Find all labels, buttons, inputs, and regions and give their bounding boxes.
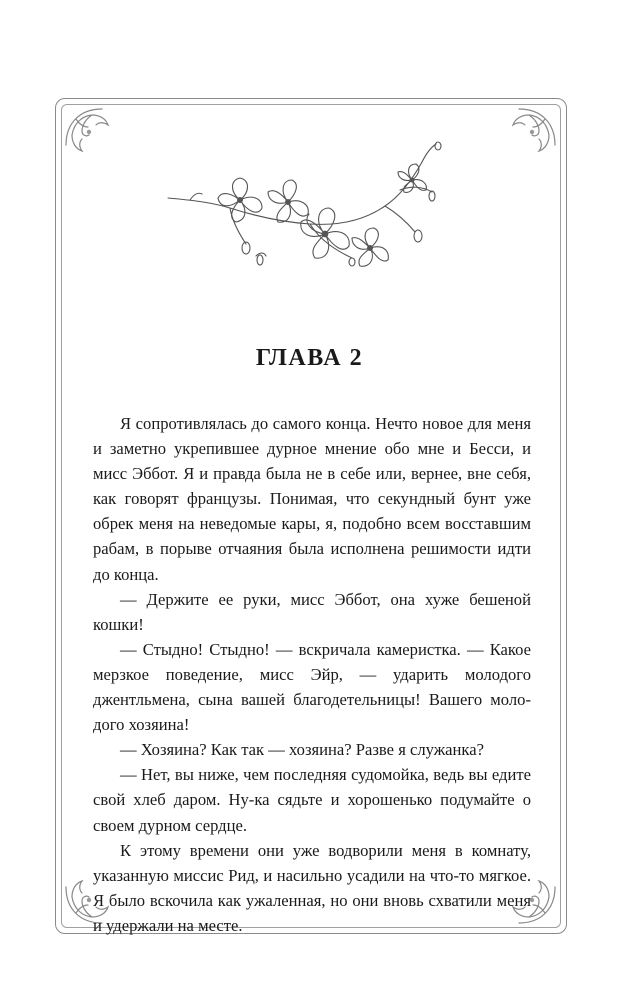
- paragraph: К этому времени они уже водворили меня в комнату, указанную миссис Рид, и насильно усадили на что-то мягкое. Я было вскочила как ужаленная, но они вновь схватили меня и удержали на месте.: [93, 840, 531, 935]
- paragraph: — Нет, вы ниже, чем последняя судомойка, ведь вы едите свой хлеб даром. Ну-ка сядьте и хорошенько подумайте о своем дурном сердце.: [93, 765, 531, 835]
- chapter-body: [93, 411, 531, 938]
- paragraph: — Стыдно! Стыдно! — вскричала камеристка. — Какое мерзкое поведение, мисс Эйр, — ударить молодого джентльмена, сына вашей благодетельницы! Вашего молодого хозяина!: [93, 639, 531, 735]
- cherry-blossom-branch-icon: [160, 140, 450, 300]
- paragraph: — Держите ее руки, мисс Эббот, она хуже бешеной кошки!: [93, 589, 531, 634]
- chapter-title: ГЛАВА 2: [255, 345, 364, 371]
- corner-ornament-icon: [62, 105, 122, 165]
- corner-ornament-icon: [499, 105, 559, 165]
- paragraph: — Хозяина? Как так — хозяина? Разве я служанка?: [120, 740, 484, 760]
- paragraph: Я сопротивлялась до самого конца. Нечто новое для меня и заметно укрепившее дурное мнение обо мне и Бесси, и мисс Эббот. Я и правда была не в себе или, вернее, вне себя, как говорят французы. Понимая, что секундный бунт уже обрек меня на неведомые кары, я, подобно всем восставшим рабам, в порыве отчаяния была исполнена решимости идти до конца.: [93, 414, 531, 584]
